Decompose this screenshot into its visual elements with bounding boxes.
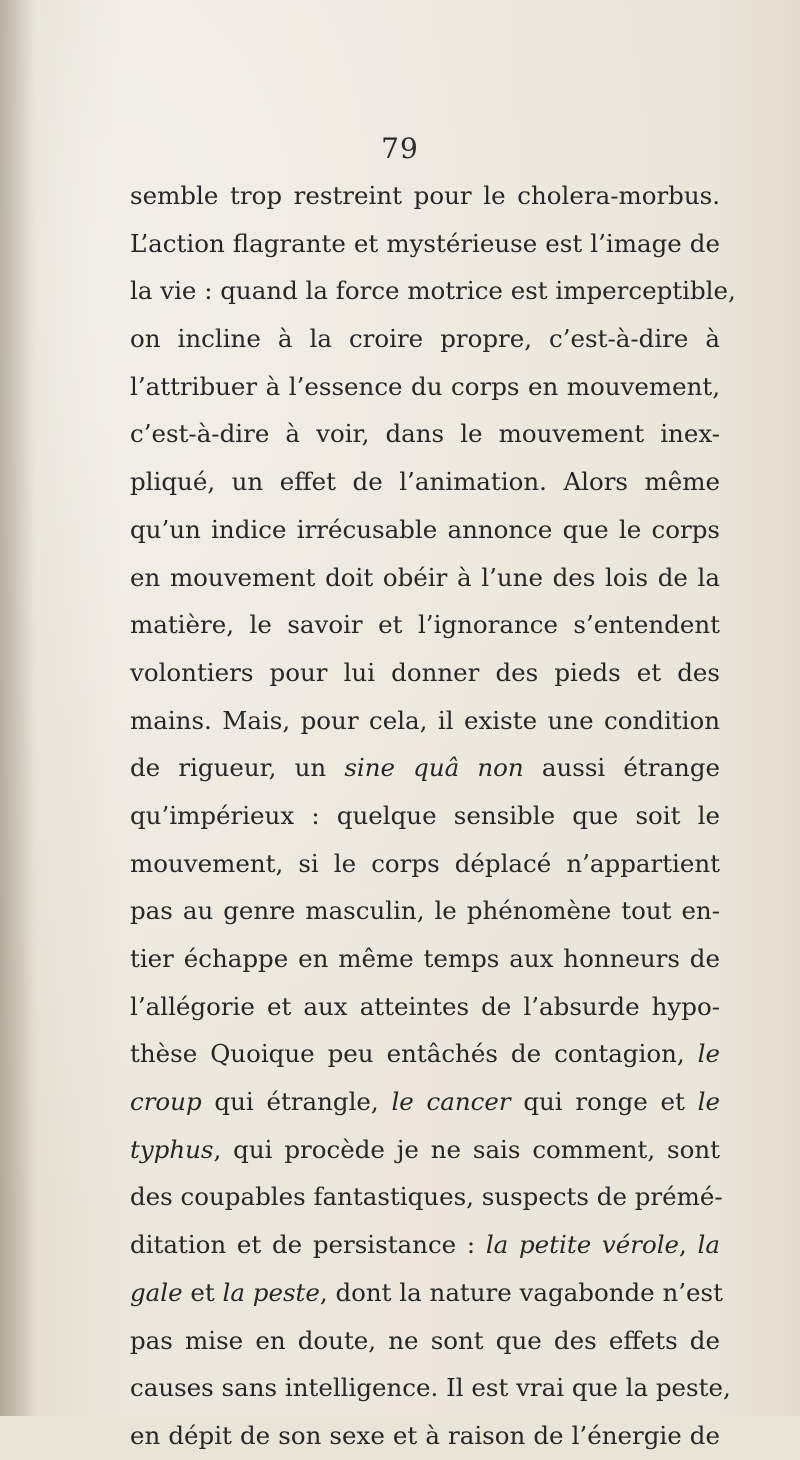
text-line: [130, 840, 720, 888]
text-segment: matière, le savoir et l’ignorance s’entendent: [130, 610, 720, 640]
text-segment: causes sans intelligence. Il est vrai que la peste,: [130, 1373, 731, 1403]
text-segment: pliqué, un effet de l’animation. Alors même: [130, 467, 720, 497]
text-segment: volontiers pour lui donner des pieds et des: [130, 657, 720, 687]
text-line: [130, 1317, 720, 1365]
text-segment: ditation et de persistance :: [130, 1230, 486, 1260]
text-line: [130, 1221, 720, 1269]
text-segment: qui étrangle,: [201, 1087, 392, 1117]
italic-text: sine quâ non: [344, 753, 524, 783]
text-segment: qui ronge et: [510, 1087, 698, 1117]
text-line: [130, 887, 720, 935]
text-line: [130, 410, 720, 458]
text-segment: L’action flagrante et mystérieuse est l’image de: [130, 228, 720, 258]
text-segment: mouvement, si le corps déplacé n’appartient: [130, 848, 720, 878]
text-segment: , qui procède je ne sais comment, sont: [213, 1134, 720, 1164]
text-line: [130, 172, 720, 220]
italic-text: le: [697, 1039, 720, 1069]
text-segment: on incline à la croire propre, c’est-à-dire à: [130, 324, 720, 354]
text-segment: c’est-à-dire à voir, dans le mouvement inex-: [130, 419, 720, 449]
text-line: [130, 1078, 720, 1126]
text-segment: l’allégorie et aux atteintes de l’absurde hypo-: [130, 991, 720, 1021]
italic-text: le: [697, 1087, 720, 1117]
italic-text: le cancer: [391, 1087, 511, 1117]
text-segment: , dont la nature vagabonde n’est: [319, 1277, 723, 1307]
text-line: [130, 1412, 720, 1460]
text-line: [130, 220, 720, 268]
text-segment: en mouvement doit obéir à l’une des lois de la: [130, 562, 720, 592]
text-segment: et: [182, 1277, 223, 1307]
text-line: [130, 1269, 723, 1317]
text-segment: qu’un indice irrécusable annonce que le corps: [130, 514, 720, 544]
italic-text: la: [697, 1230, 720, 1260]
text-line: [130, 363, 720, 411]
text-line: [130, 1173, 723, 1221]
text-segment: mains. Mais, pour cela, il existe une condition: [130, 705, 720, 735]
italic-text: la petite vérole: [485, 1230, 680, 1260]
text-segment: des coupables fantastiques, suspects de prémé-: [130, 1182, 723, 1212]
italic-text: gale: [130, 1277, 183, 1307]
text-line: [130, 1030, 720, 1078]
italic-text: croup: [130, 1087, 202, 1117]
text-line: [130, 267, 736, 315]
page-gutter-shadow: [0, 0, 34, 1416]
page-number: 79: [381, 132, 419, 165]
italic-text: la peste: [222, 1277, 320, 1307]
text-line: [130, 649, 720, 697]
text-line: [130, 458, 720, 506]
text-segment: thèse Quoique peu entâchés de contagion,: [130, 1039, 698, 1069]
text-line: [130, 697, 720, 745]
text-segment: l’attribuer à l’essence du corps en mouvement,: [130, 371, 720, 401]
text-line: [130, 1126, 720, 1174]
text-line: [130, 315, 720, 363]
text-segment: aussi étrange: [523, 753, 721, 783]
text-line: [130, 1364, 731, 1412]
text-segment: ,: [679, 1230, 698, 1260]
text-segment: semble trop restreint pour le cholera-morbus.: [130, 181, 720, 210]
text-segment: en dépit de son sexe et à raison de l’énergie de: [130, 1420, 720, 1450]
text-line: [130, 506, 720, 554]
text-line: [130, 744, 720, 792]
text-segment: qu’impérieux : quelque sensible que soit le: [130, 800, 720, 830]
text-segment: de rigueur, un: [130, 753, 345, 783]
text-line: [130, 792, 720, 840]
text-line: [130, 554, 720, 602]
body-text: [130, 172, 736, 1460]
text-segment: la vie : quand la force motrice est imperceptible,: [130, 276, 736, 306]
text-segment: tier échappe en même temps aux honneurs de: [130, 944, 720, 973]
text-line: [130, 935, 720, 983]
text-segment: pas au genre masculin, le phénomène tout en-: [130, 896, 720, 926]
italic-text: typhus: [130, 1134, 214, 1164]
text-line: [130, 983, 720, 1031]
text-segment: pas mise en doute, ne sont que des effets de: [130, 1325, 720, 1355]
text-line: [130, 601, 720, 649]
